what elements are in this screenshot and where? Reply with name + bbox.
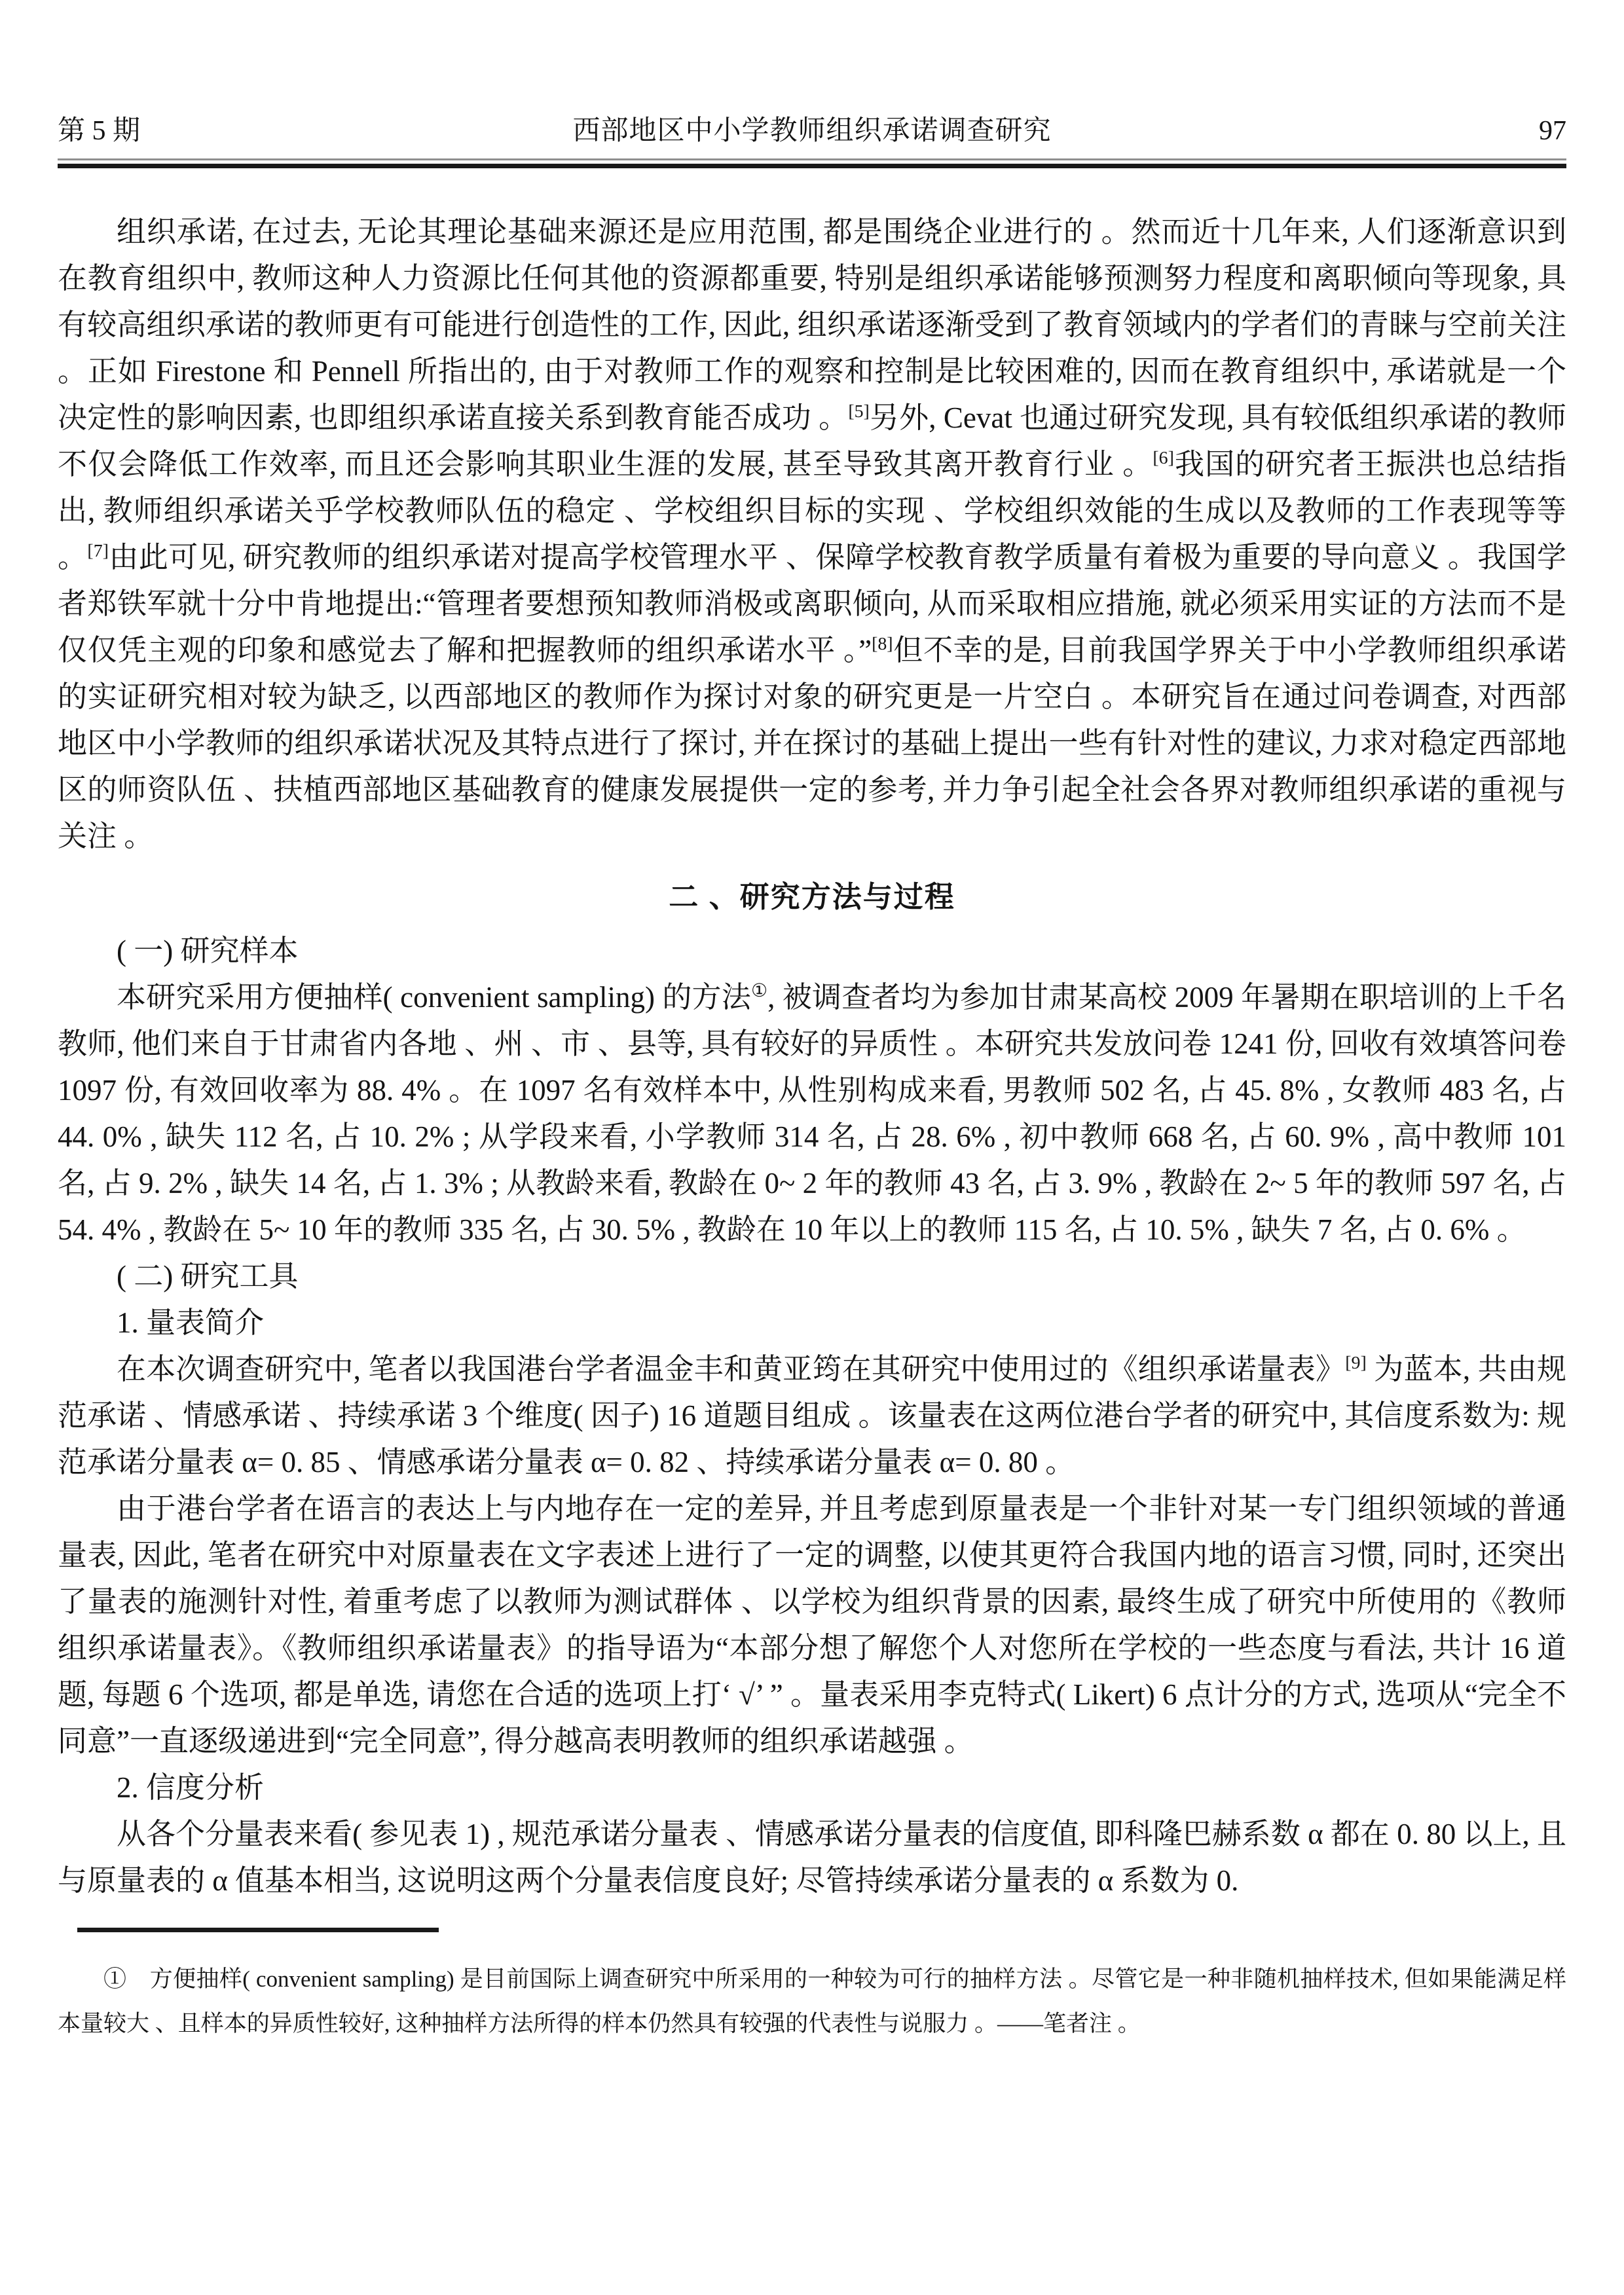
citation-ref: [9] (1345, 1353, 1367, 1373)
citation-ref: [7] (87, 541, 109, 561)
subsection-heading: ( 二) 研究工具 (117, 1260, 299, 1293)
subsection-heading: 1. 量表简介 (117, 1306, 265, 1339)
paragraph (58, 1486, 1566, 1765)
footnote-marker: ① (103, 1966, 127, 1992)
paragraph-text: 本研究采用方便抽样( convenient sampling) 的方法 (117, 981, 751, 1014)
header-rule-thick (58, 164, 1566, 168)
citation-ref: [8] (872, 634, 893, 654)
section-heading: 二 、研究方法与过程 (669, 880, 955, 913)
footnote-separator (77, 1928, 439, 1932)
page-number: 97 (1539, 116, 1566, 146)
citation-ref: ① (750, 981, 768, 1001)
paragraph (58, 1346, 1566, 1486)
paragraph-text: 我国的研究者王振洪也总结指出, 教师组织承诺关乎学校教师队伍的稳定 、学校组织目标的实现 、学校组织效能的生成以及教师的工作表现等等 。 (58, 448, 1566, 574)
paragraph-text: 在本次调查研究中, 笔者以我国港台学者温金丰和黄亚筠在其研究中使用过的《组织承诺量表》 (117, 1353, 1346, 1386)
header-rule-thin (58, 158, 1566, 160)
paragraph-text: 组织承诺, 在过去, 无论其理论基础来源还是应用范围, 都是围绕企业进行的 。然而近十几年来, 人们逐渐意识到在教育组织中, 教师这种人力资源比任何其他的资源都重要, 特别是组织承诺能够预测努力程度和离职倾向等现象, 具有较高组织承诺的教师更有可能进行创造性的工作, 因此, 组织承诺逐渐受到了教育领域内的学者们的青睐与空前关注 。正如 Firestone 和 Pennell 所指出的, 由于对教师工作的观察和控制是比较困难的, 因而在教育组织中, 承诺就是一个决定性的影响因素, 也即组织承诺直接关系到教育能否成功 。 (58, 215, 1566, 434)
running-title: 西部地区中小学教师组织承诺调查研究 (572, 116, 1052, 146)
paragraph (58, 1811, 1566, 1904)
footnote-area (58, 1928, 1566, 2046)
paragraph-text: 从各个分量表来看( 参见表 1) , 规范承诺分量表 、情感承诺分量表的信度值, 即科隆巴赫系数 α 都在 0. 80 以上, 且与原量表的 α 值基本相当, 这说明这两个分量表信度良好; 尽管持续承诺分量表的 α 系数为 0. (58, 1818, 1566, 1897)
paragraph (58, 209, 1566, 860)
footnote (58, 1957, 1566, 2046)
citation-ref: [5] (848, 401, 870, 422)
paragraph-text: 由此可见, 研究教师的组织承诺对提高学校管理水平 、保障学校教育教学质量有着极为重要的导向意义 。我国学者郑铁军就十分中肯地提出:“管理者要想预知教师消极或离职倾向, 从而采取相应措施, 就必须采用实证的方法而不是仅仅凭主观的印象和感觉去了解和把握教师的组织承诺水平 。” (58, 541, 1566, 667)
subsection-heading: 2. 信度分析 (117, 1771, 265, 1804)
footnote-text: 方便抽样( convenient sampling) 是目前国际上调查研究中所采用的一种较为可行的抽样方法 。尽管它是一种非随机抽样技术, 但如果能满足样本量较大 、且样本的异质性较好, 这种抽样方法所得的样本仍然具有较强的代表性与说服力 。——笔者注 。 (58, 1966, 1566, 2036)
paragraph (58, 974, 1566, 1253)
paragraph-text: 但不幸的是, 目前我国学界关于中小学教师组织承诺的实证研究相对较为缺乏, 以西部地区的教师作为探讨对象的研究更是一片空白 。本研究旨在通过问卷调查, 对西部地区中小学教师的组织承诺状况及其特点进行了探讨, 并在探讨的基础上提出一些有针对性的建议, 力求对稳定西部地区的师资队伍 、扶植西部地区基础教育的健康发展提供一定的参考, 并力争引起全社会各界对教师组织承诺的重视与关注 。 (58, 634, 1566, 853)
paragraph-text: 为蓝本, 共由规范承诺 、情感承诺 、持续承诺 3 个维度( 因子) 16 道题目组成 。该量表在这两位港台学者的研究中, 其信度系数为: 规范承诺分量表 α= 0. 85 、情感承诺分量表 α= 0. 82 、持续承诺分量表 α= 0. 80 。 (58, 1353, 1566, 1478)
paragraph-text: , 被调查者均为参加甘肃某高校 2009 年暑期在职培训的上千名教师, 他们来自于甘肃省内各地 、州 、市 、县等, 具有较好的异质性 。本研究共发放问卷 1241 份, 回收有效填答问卷 1097 份, 有效回收率为 88. 4% 。在 1097 名有效样本中, 从性别构成来看, 男教师 502 名, 占 45. 8% , 女教师 483 名, 占 44. 0% , 缺失 112 名, 占 10. 2% ; 从学段来看, 小学教师 314 名, 占 28. 6% , 初中教师 668 名, 占 60. 9% , 高中教师 101 名, 占 9. 2% , 缺失 14 名, 占 1. 3% ; 从教龄来看, 教龄在 0~ 2 年的教师 43 名, 占 3. 9% , 教龄在 2~ 5 年的教师 597 名, 占 54. 4% , 教龄在 5~ 10 年的教师 335 名, 占 30. 5% , 教龄在 10 年以上的教师 115 名, 占 10. 5% , 缺失 7 名, 占 0. 6% 。 (58, 981, 1566, 1246)
paragraph-text: 另外, Cevat 也通过研究发现, 具有较低组织承诺的教师不仅会降低工作效率, 而且还会影响其职业生涯的发展, 甚至导致其离开教育行业 。 (58, 401, 1566, 481)
header-rule (58, 158, 1566, 168)
issue-label: 第 5 期 (58, 116, 141, 146)
paragraph-text: 由于港台学者在语言的表达上与内地存在一定的差异, 并且考虑到原量表是一个非针对某一专门组织领域的普通量表, 因此, 笔者在研究中对原量表在文字表述上进行了一定的调整, 以使其更符合我国内地的语言习惯, 同时, 还突出了量表的施测针对性, 着重考虑了以教师为测试群体 、以学校为组织背景的因素, 最终生成了研究中所使用的《教师组织承诺量表》。《教师组织承诺量表》的指导语为“本部分想了解您个人对您所在学校的一些态度与看法, 共计 16 道题, 每题 6 个选项, 都是单选, 请您在合适的选项上打‘ √’ ” 。量表采用李克特式( Likert) 6 点计分的方式, 选项从“完全不同意”一直逐级递进到“完全同意”, 得分越高表明教师的组织承诺越强 。 (58, 1492, 1566, 1757)
page-header (58, 0, 1566, 147)
article-body (58, 209, 1566, 1904)
citation-ref: [6] (1153, 448, 1174, 468)
subsection-heading: ( 一) 研究样本 (117, 934, 299, 967)
